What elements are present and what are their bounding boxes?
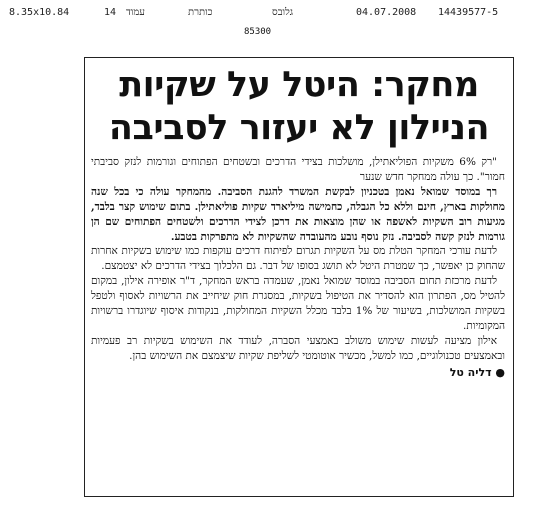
clipping-sub-code: 85300 xyxy=(244,27,272,37)
byline-author: דליה טל xyxy=(449,365,492,379)
bullet-icon: ● xyxy=(491,365,505,379)
headline-line-1: מחקר: היטל על שקיות xyxy=(119,65,479,105)
clipping-date: 04.07.2008 xyxy=(356,7,417,18)
headline-line-2: הניילון לא יעזור לסביבה xyxy=(108,108,490,148)
article-body xyxy=(91,155,505,490)
clipping-header-strip xyxy=(0,0,535,22)
clipping-size: 8.35x10.84 xyxy=(9,7,70,18)
article-paragraph: אילון מציעה לעשות שימוש משולב באמצעי הסברה, לעודד את השימוש בשקיות רב פעמיות ובאמצעים טכנולוגיים, כמו למשל, מכשיר אוטומטי לשליפת שקיות שיצמצם את השימוש בהן. xyxy=(91,334,505,362)
article-byline xyxy=(91,366,505,381)
article-headline xyxy=(85,64,513,150)
article-paragraph: "רק 6% משקיות הפוליאתילן, מושלכות בצידי הדרכים ובשטחים הפתוחים וגורמות לנזק סביבתי חמור". כך עולה ממחקר חדש שנער xyxy=(91,156,505,183)
clipping-section: כותרת xyxy=(188,7,213,18)
article-paragraph: לדעת מרכזת תחום הסביבה במוסד שמואל נאמן, שעמדה בראש המחקר, ד"ר אופירה אילון, במקום להטיל מס, הפתרון הוא להסדיר את הטיפול בשקיות, במסגרת חוק שיחייב את הרשויות לאסוף ולטפל בשקיות המושלכות, בשיעור של 1% בלבד מכלל השקיות המחולקות, בנקודות איסוף שיוגדרו ברשויות המקומיות. xyxy=(91,275,506,332)
article-box xyxy=(84,57,514,497)
clipping-publication: גלובס xyxy=(272,7,294,18)
clipping-id: 14439577-5 xyxy=(438,7,499,18)
clipping-page-label: עמוד xyxy=(126,7,145,18)
clipping-page-number: 14 xyxy=(104,7,117,18)
article-paragraph: רך במוסד שמואל נאמן בטכניון לבקשת המשרד להגנת הסביבה. מהמחקר עולה כי בכל שנה מחולקות בארץ, חינם וללא כל הגבלה, כחמישה מיליארד שקיות פוליאתילן. בתום שימוש קצר בלבד, מגיעות רוב השקיות לאשפה או שהן מוצאות את דרכן לצידי הדרכים ולשטחים הפתוחים שם הן גורמות לנזק קשה לסביבה. נזק נוסף נובע מהעובדה שהשקיות לא מתפרקות בטבע. xyxy=(91,185,505,243)
article-paragraph: לדעת עורכי המחקר הטלת מס על השקיות תגרום לפיתוח דרכים עוקפות כמו שימוש בשקיות אחרות שהחוק כן יאפשר, כך שמטרת היטל לא תושג בסופו של דבר. גם הלכלוך בצידי הדרכים לא יצטמצם. xyxy=(91,245,505,273)
